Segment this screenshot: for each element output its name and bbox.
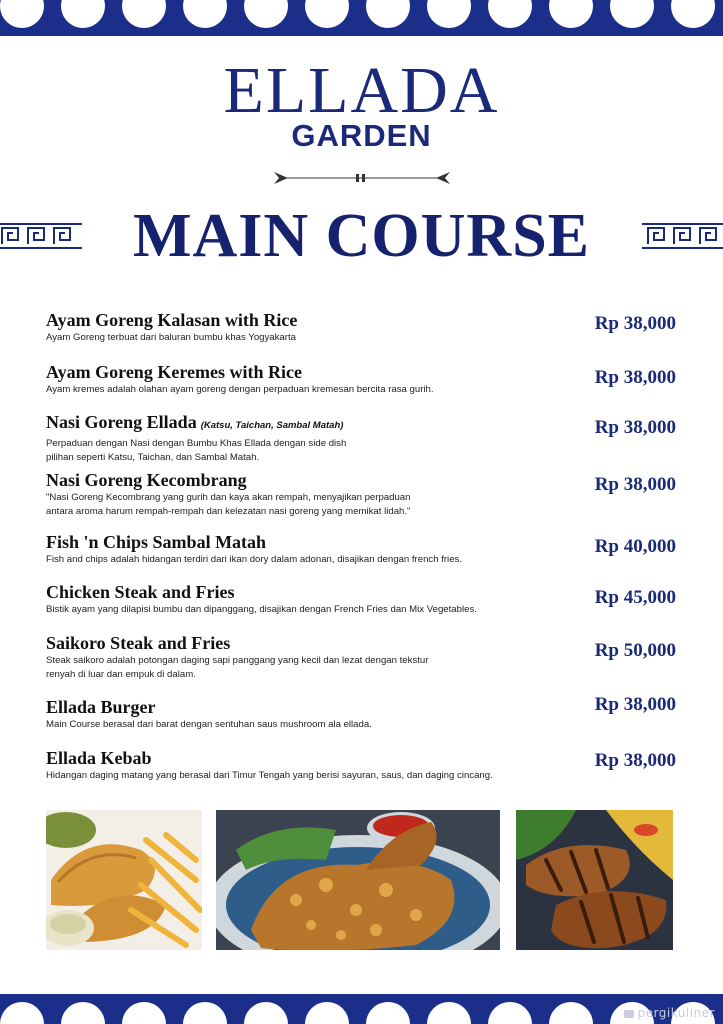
item-price: Rp 38,000 bbox=[594, 367, 676, 388]
item-description: Fish and chips adalah hidangan terdiri dari ikan dory dalam adonan, disajikan dengan french fries. bbox=[46, 554, 462, 565]
item-price: Rp 38,000 bbox=[594, 474, 676, 495]
item-name: Nasi Goreng Kecombrang bbox=[46, 470, 247, 490]
scallop-circle bbox=[549, 0, 593, 28]
menu-item bbox=[46, 747, 686, 783]
watermark bbox=[624, 1006, 715, 1020]
menu-item bbox=[46, 632, 686, 682]
scallop-circle bbox=[366, 0, 410, 28]
item-name: Ellada Kebab bbox=[46, 748, 152, 768]
scallop-circle bbox=[488, 1002, 532, 1024]
scallop-circle bbox=[427, 1002, 471, 1024]
item-price: Rp 45,000 bbox=[594, 587, 676, 608]
scallop-circle bbox=[122, 0, 166, 28]
item-price: Rp 40,000 bbox=[594, 536, 676, 557]
top-border bbox=[0, 0, 723, 36]
item-description: pilihan seperti Katsu, Taichan, dan Sambal Matah. bbox=[46, 452, 260, 463]
section-title: MAIN COURSE bbox=[132, 202, 591, 270]
ornament-divider-icon bbox=[272, 168, 452, 188]
grilled-chicken-photo bbox=[516, 810, 673, 950]
item-name: Fish 'n Chips Sambal Matah bbox=[46, 532, 267, 552]
item-name: Ayam Goreng Kalasan with Rice bbox=[46, 310, 298, 330]
scallop-circle bbox=[0, 1002, 44, 1024]
scallop-circle bbox=[61, 0, 105, 28]
item-name: Ayam Goreng Keremes with Rice bbox=[46, 362, 302, 382]
menu-item bbox=[46, 361, 686, 397]
brand-name: ELLADA bbox=[223, 54, 500, 127]
scallop-circle bbox=[244, 0, 288, 28]
watermark-text: pergikuliner bbox=[637, 1006, 715, 1020]
item-description: antara aroma harum rempah-rempah dan kelezatan nasi goreng yang memikat lidah." bbox=[46, 506, 411, 517]
fish-and-chips-photo bbox=[46, 810, 202, 950]
item-description: Ayam Goreng terbuat dari baluran bumbu khas Yogyakarta bbox=[46, 332, 296, 343]
item-description: Hidangan daging matang yang berasal dari Timur Tengah yang berisi sayuran, saus, dan daging cincang. bbox=[46, 770, 493, 781]
item-description: Main Course berasal dari barat dengan sentuhan saus mushroom ala ellada. bbox=[46, 719, 372, 730]
watermark-logo-icon bbox=[624, 1010, 634, 1018]
scallop-circle bbox=[366, 1002, 410, 1024]
scallop-circle bbox=[183, 1002, 227, 1024]
scallop-circle bbox=[305, 0, 349, 28]
scallop-circle bbox=[61, 1002, 105, 1024]
item-note: (Katsu, Taichan, Sambal Matah) bbox=[200, 420, 344, 431]
scallop-circle bbox=[0, 0, 44, 28]
scallop-circle bbox=[305, 1002, 349, 1024]
item-description: Perpaduan dengan Nasi dengan Bumbu Khas Ellada dengan side dish bbox=[46, 438, 347, 449]
scallop-circle bbox=[122, 1002, 166, 1024]
brand-subtitle: GARDEN bbox=[291, 118, 432, 153]
menu-item bbox=[46, 309, 686, 345]
item-name: Nasi Goreng Ellada bbox=[46, 412, 197, 432]
item-name: Saikoro Steak and Fries bbox=[46, 633, 231, 653]
item-name: Ellada Burger bbox=[46, 697, 156, 717]
item-description: Steak saikoro adalah potongan daging sapi panggang yang kecil dan lezat dengan tekstur bbox=[46, 655, 429, 666]
item-price: Rp 50,000 bbox=[594, 640, 676, 661]
menu-item bbox=[46, 411, 686, 465]
scallop-circle bbox=[671, 0, 715, 28]
menu-item bbox=[46, 696, 686, 732]
item-price: Rp 38,000 bbox=[594, 694, 676, 715]
item-name: Chicken Steak and Fries bbox=[46, 582, 235, 602]
item-description: Bistik ayam yang dilapisi bumbu dan dipanggang, disajikan dengan French Fries dan Mix Vegetables. bbox=[46, 604, 477, 615]
menu-item bbox=[46, 469, 686, 519]
item-price: Rp 38,000 bbox=[594, 417, 676, 438]
greek-key-right-icon bbox=[642, 222, 723, 250]
item-description: renyah di luar dan empuk di dalam. bbox=[46, 669, 196, 680]
scallop-circle bbox=[610, 0, 654, 28]
bottom-border bbox=[0, 994, 723, 1024]
menu-item bbox=[46, 531, 686, 567]
fried-chicken-photo bbox=[216, 810, 500, 950]
item-price: Rp 38,000 bbox=[594, 750, 676, 771]
item-price: Rp 38,000 bbox=[594, 313, 676, 334]
scallop-circle bbox=[488, 0, 532, 28]
menu-item bbox=[46, 581, 686, 617]
scallop-circle bbox=[427, 0, 471, 28]
scallop-circle bbox=[244, 1002, 288, 1024]
item-description: "Nasi Goreng Kecombrang yang gurih dan kaya akan rempah, menyajikan perpaduan bbox=[46, 492, 411, 503]
item-description: Ayam kremes adalah olahan ayam goreng dengan perpaduan kremesan bercita rasa gurih. bbox=[46, 384, 434, 395]
scallop-circle bbox=[183, 0, 227, 28]
scallop-circle bbox=[549, 1002, 593, 1024]
